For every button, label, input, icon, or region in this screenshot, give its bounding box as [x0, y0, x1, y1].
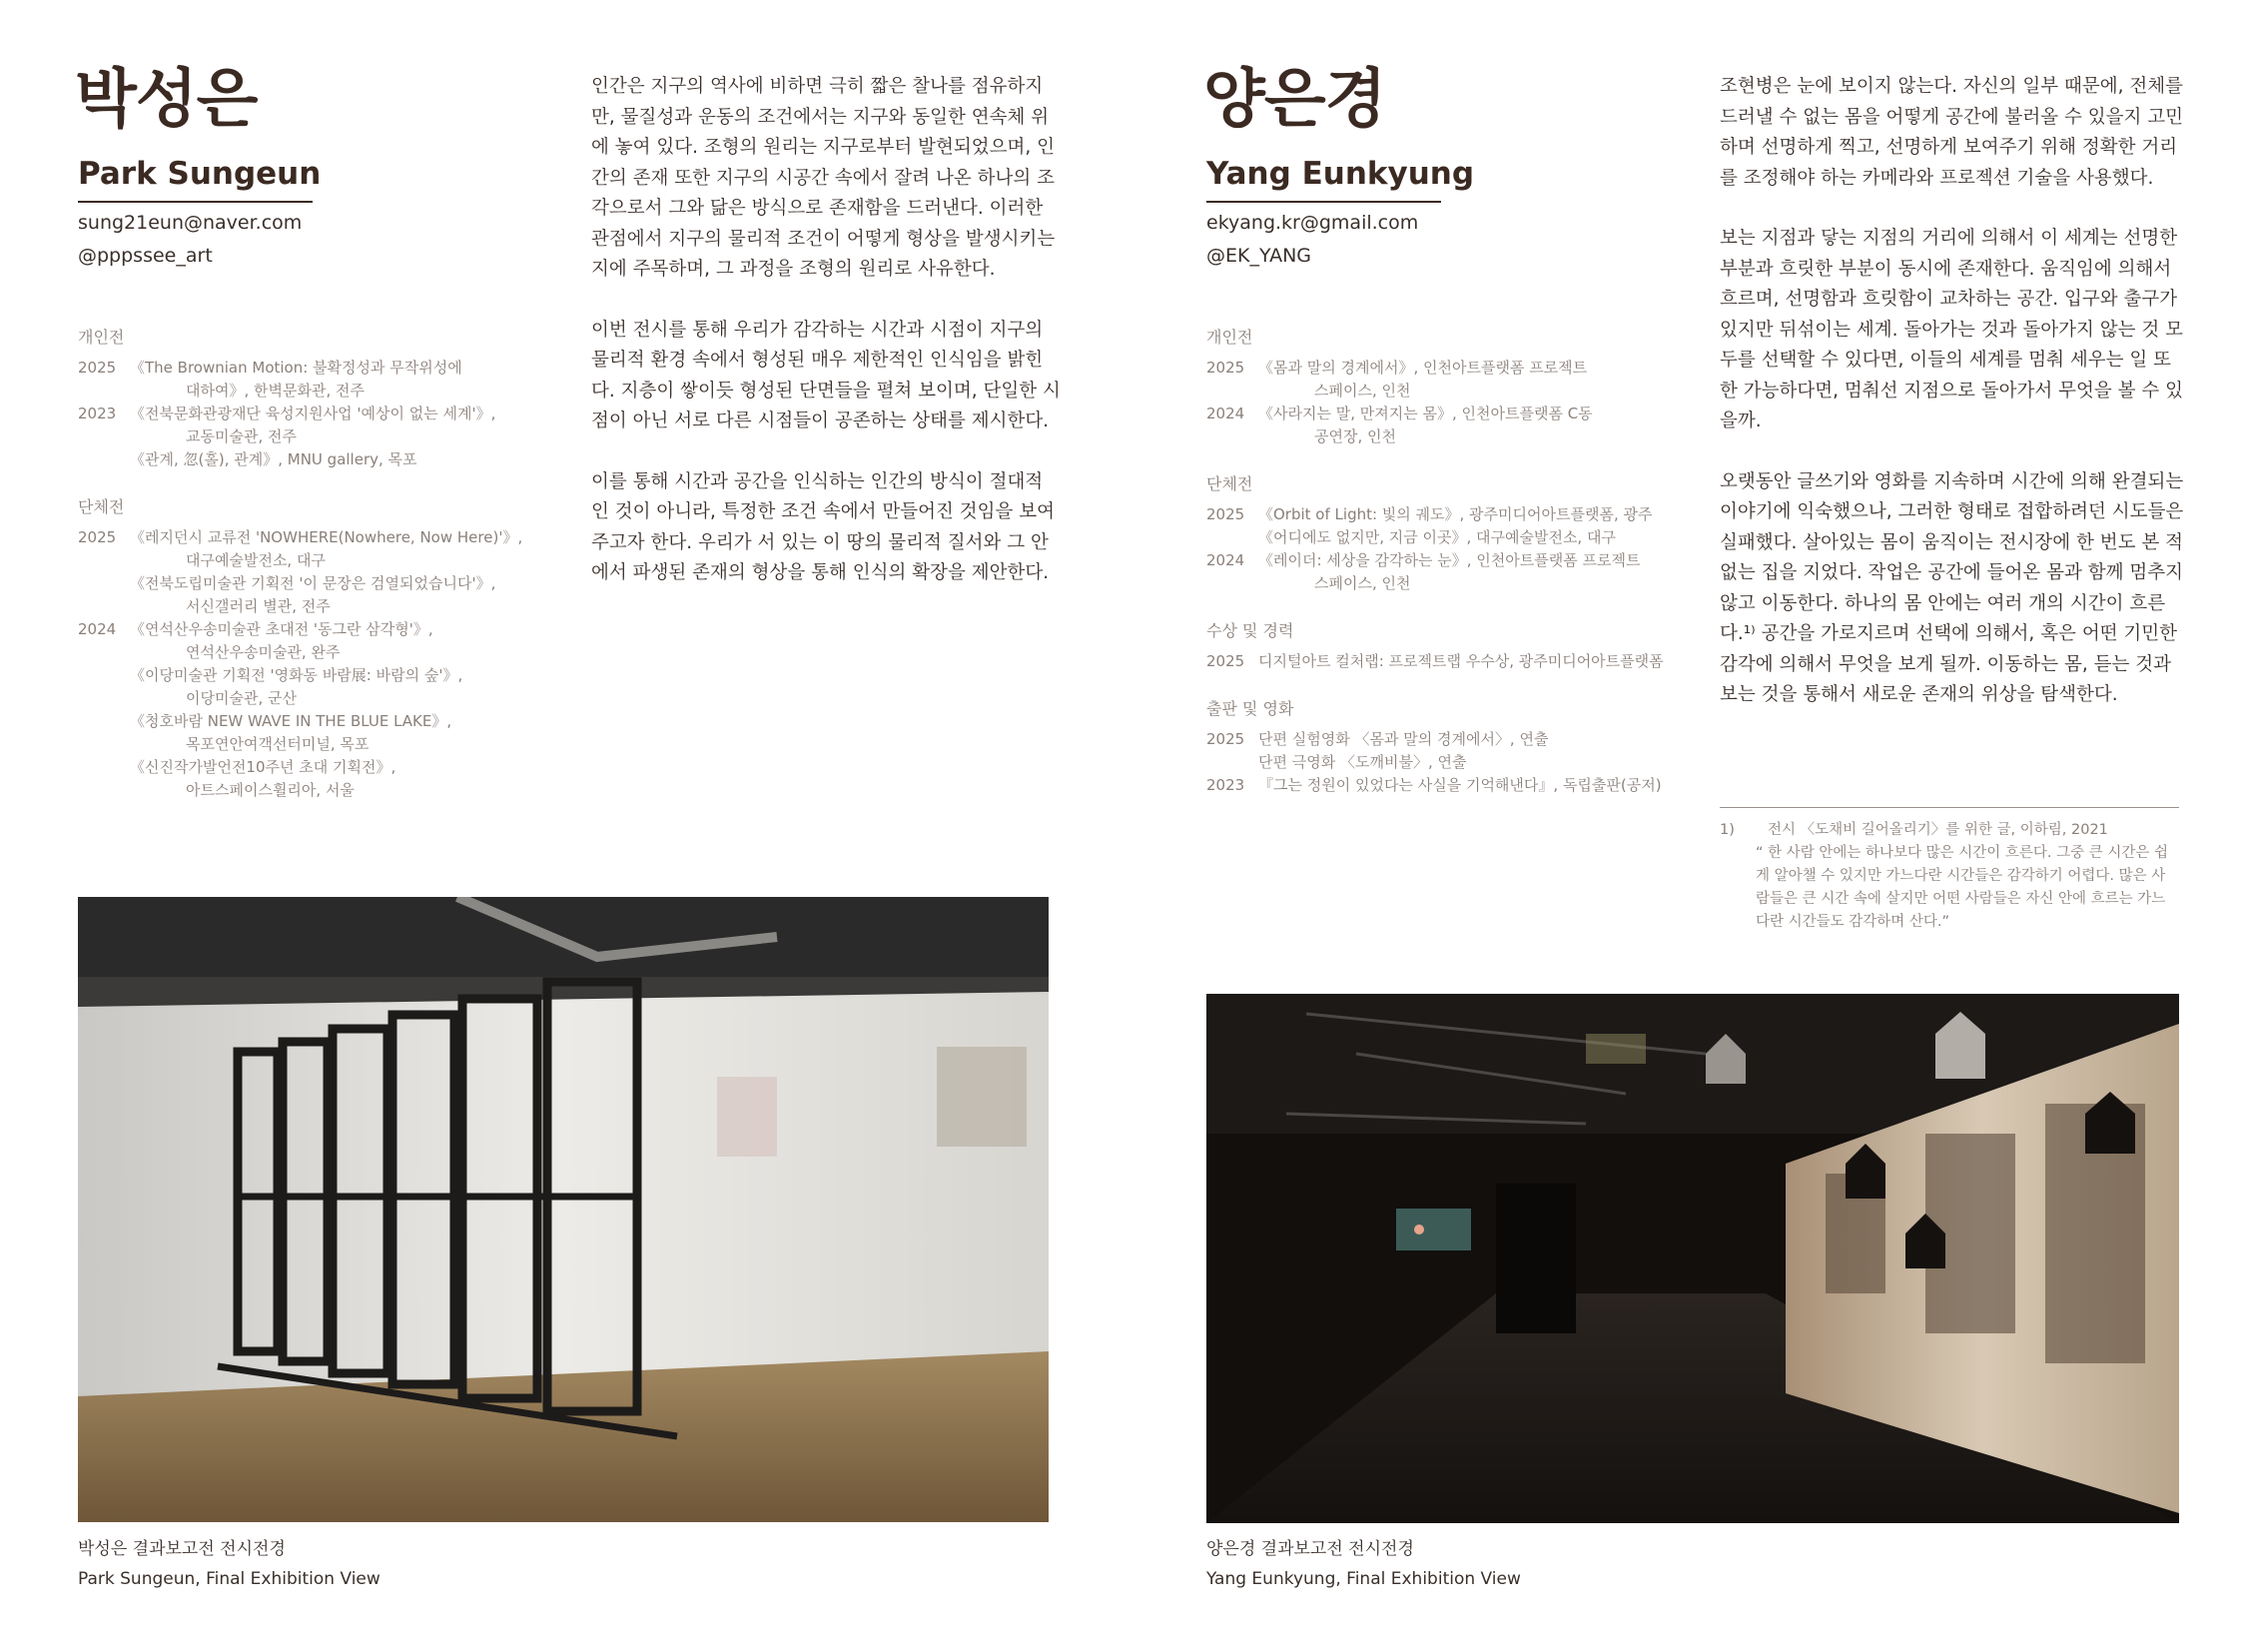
left-contact: [78, 207, 302, 273]
left-cv-entry: [78, 403, 557, 471]
right-cv-item: 《어디에도 없지만, 지금 이곳》, 대구예술발전소, 대구: [1258, 528, 1616, 546]
right-cv-section-title: 개인전: [1206, 328, 1253, 347]
right-artist-name-korean: 양은경: [1203, 63, 1386, 137]
right-cv-section-title: 출판 및 영화: [1206, 699, 1294, 718]
left-statement-paragraph: 이번 전시를 통해 우리가 감각하는 시간과 시점이 지구의 물리적 환경 속에서 형성된 매우 제한적인 인식임을 밝힌다. 지층이 쌓이듯 형성된 단면들을 펼쳐 보이며, 단일한 시점이 아닌 서로 다른 시점들이 공존하는 상태를 제시한다.: [591, 319, 1061, 431]
left-cv-entry: [78, 618, 557, 802]
footnote-mark: 1): [1720, 822, 1735, 838]
right-cv-section-title: 단체전: [1206, 474, 1253, 493]
right-statement: [1720, 72, 2185, 741]
left-cv-year: 2023: [78, 405, 117, 422]
gallery-frames-image: [78, 897, 1049, 1522]
left-cv-section-title: 단체전: [78, 497, 125, 516]
right-cv: [1206, 326, 1676, 797]
right-cv-year: 2025: [1206, 652, 1245, 670]
left-caption-english: Park Sungeun, Final Exhibition View: [78, 1569, 380, 1589]
left-cv-item: 《관계, 忽(홀), 관계》, MNU gallery, 목포: [130, 450, 417, 468]
left-cv-entry: [78, 526, 557, 618]
right-artist-name-english: Yang Eunkyung: [1206, 156, 1475, 192]
right-cv-section-title: 수상 및 경력: [1206, 621, 1294, 640]
dark-gallery-projection-image: [1206, 994, 2179, 1523]
left-artist-name-korean: 박성은: [75, 63, 258, 137]
right-cv-item: 단편 극영화 〈도깨비불〉, 연출: [1258, 753, 1467, 771]
left-statement-paragraph: 인간은 지구의 역사에 비하면 극히 짧은 찰나를 점유하지만, 물질성과 운동의 조건에서는 지구와 동일한 연속체 위에 놓여 있다. 조형의 원리는 지구로부터 발현되었으며, 인간의 존재 또한 지구의 시공간 속에서 잘려 나온 하나의 조각으로서 그와 닮은 방식으로 존재함을 드러낸다. 이러한 관점에서 지구의 물리적 조건이 어떻게 형상을 발생시키는지에 주목하며, 그 과정을 조형의 원리로 사유한다.: [591, 76, 1056, 280]
left-statement-paragraph: 이를 통해 시간과 공간을 인식하는 인간의 방식이 절대적인 것이 아니라, 특정한 조건 속에서 만들어진 것임을 보여주고자 한다. 우리가 서 있는 이 땅의 물리적 질서와 그 안에서 파생된 존재의 형상을 통해 인식의 확장을 제안한다.: [591, 470, 1055, 583]
right-cv-year: 2023: [1206, 776, 1245, 794]
left-cv-item: 《전북문화관광재단 육성지원사업 '예상이 없는 세계'》, 교동미술관, 전주: [130, 405, 496, 445]
left-caption-korean: 박성은 결과보고전 전시전경: [78, 1539, 286, 1559]
right-email[interactable]: ekyang.kr@gmail.com: [1206, 212, 1419, 234]
right-cv-item: 《사라지는 말, 만져지는 몸》, 인천아트플랫폼 C동 공연장, 인천: [1258, 405, 1593, 445]
right-cv-item: 《몸과 말의 경계에서》, 인천아트플랫폼 프로젝트 스페이스, 인천: [1258, 359, 1588, 400]
right-cv-item: 《Orbit of Light: 빛의 궤도》, 광주미디어아트플랫폼, 광주: [1258, 505, 1653, 523]
right-instagram[interactable]: @EK_YANG: [1206, 245, 1312, 267]
left-cv-entry: [78, 357, 557, 403]
left-cv-year: 2025: [78, 528, 117, 546]
left-cv-item: 《The Brownian Motion: 불확정성과 무작위성에 대하여》, 한벽문화관, 전주: [130, 359, 462, 400]
right-cv-entry: [1206, 357, 1676, 403]
right-statement-paragraph: 오랫동안 글쓰기와 영화를 지속하며 시간에 의해 완결되는 이야기에 익숙했으나, 그러한 형태로 접합하려던 시도들은 실패했다. 살아있는 몸이 움직이는 전시장에 한 번도 본 적 없는 집을 지었다. 작업은 공간에 들어온 몸과 함께 멈추지 않고 이동한다. 하나의 몸 안에는 여러 개의 시간이 흐른다.¹⁾ 공간을 가로지르며 선택에 의해서, 혹은 어떤 기민한 감각에 의해서 무엇을 보게 될까. 이동하는 몸, 듣는 것과 보는 것을 통해서 새로운 존재의 위상을 탐색한다.: [1720, 470, 2184, 705]
right-cv-entry: [1206, 503, 1676, 549]
left-cv-item: 《연석산우송미술관 초대전 '동그란 삼각형'》, 연석산우송미술관, 완주: [130, 620, 433, 661]
right-contact: [1206, 207, 1418, 273]
right-cv-year: 2025: [1206, 730, 1245, 748]
left-cv: [78, 326, 557, 802]
right-statement-paragraph: 보는 지점과 닿는 지점의 거리에 의해서 이 세계는 선명한 부분과 흐릿한 부분이 동시에 존재한다. 움직임에 의해서 흐르며, 선명함과 흐릿함이 교차하는 공간. 입구와 출구가 있지만 뒤섞이는 세계. 돌아가는 것과 돌아가지 않는 것 모두를 선택할 수 있다면, 이들의 세계를 멈춰 세우는 일 또한 가능하다면, 멈춰선 지점으로 돌아가서 무엇을 볼 수 있을까.: [1720, 228, 2183, 431]
right-cv-year: 2025: [1206, 505, 1245, 523]
left-cv-year: 2025: [78, 359, 117, 377]
right-cv-entry: [1206, 650, 1676, 673]
left-statement: [591, 72, 1061, 619]
left-artist-name-english: Park Sungeun: [78, 156, 322, 192]
right-caption-korean: 양은경 결과보고전 전시전경: [1206, 1539, 1414, 1559]
right-caption-english: Yang Eunkyung, Final Exhibition View: [1206, 1569, 1521, 1589]
footnote-quote: “ 한 사람 안에는 하나보다 많은 시간이 흐른다. 그중 큰 시간은 쉽게 알아챌 수 있지만 가느다란 시간들은 감각하기 어렵다. 많은 사람들은 큰 시간 속에 살지만 어떤 사람들은 자신 안에 흐르는 가느다란 시간들도 감각하며 산다.”: [1756, 845, 2168, 930]
right-cv-year: 2025: [1206, 359, 1245, 377]
right-cv-item: 단편 실험영화 〈몸과 말의 경계에서〉, 연출: [1258, 730, 1549, 748]
left-email[interactable]: sung21eun@naver.com: [78, 212, 303, 234]
left-instagram[interactable]: @pppssee_art: [78, 245, 213, 267]
right-cv-item: 디지털아트 컬처랩: 프로젝트랩 우수상, 광주미디어아트플랫폼: [1258, 652, 1664, 670]
right-exhibition-photo: [1206, 994, 2179, 1523]
right-name-divider: [1206, 201, 1441, 203]
left-cv-item: 《전북도립미술관 기획전 '이 문장은 검열되었습니다'》, 서신갤러리 별관, 전주: [130, 574, 496, 615]
right-cv-entry: [1206, 549, 1676, 595]
right-cv-entry: [1206, 728, 1676, 774]
left-cv-item: 《레지던시 교류전 'NOWHERE(Nowhere, Now Here)'》, 대구예술발전소, 대구: [130, 528, 523, 569]
right-cv-item: 《레이더: 세상을 감각하는 눈》, 인천아트플랫폼 프로젝트 스페이스, 인천: [1258, 551, 1641, 592]
footnote-source: 전시 〈도채비 길어올리기〉를 위한 글, 이하림, 2021: [1768, 822, 2108, 838]
footnote: [1720, 819, 2179, 934]
left-exhibition-photo: [78, 897, 1049, 1522]
left-cv-item: 《청호바람 NEW WAVE IN THE BLUE LAKE》, 목포연안여객선터미널, 목포: [130, 712, 452, 753]
footnote-divider: [1720, 807, 2179, 808]
right-cv-year: 2024: [1206, 551, 1245, 569]
right-cv-year: 2024: [1206, 405, 1245, 422]
left-cv-year: 2024: [78, 620, 117, 638]
right-cv-entry: [1206, 774, 1676, 797]
right-statement-paragraph: 조현병은 눈에 보이지 않는다. 자신의 일부 때문에, 전체를 드러낼 수 없는 몸을 어떻게 공간에 불러올 수 있을지 고민하며 선명하게 찍고, 선명하게 보여주기 위해 정확한 거리를 조정해야 하는 카메라와 프로젝션 기술을 사용했다.: [1720, 76, 2183, 189]
left-cv-section-title: 개인전: [78, 328, 125, 347]
left-cv-item: 《신진작가발언전10주년 초대 기획전》, 아트스페이스휠리아, 서울: [130, 758, 396, 799]
right-cv-entry: [1206, 403, 1676, 448]
right-cv-item: 『그는 정원이 있었다는 사실을 기억해낸다』, 독립출판(공저): [1258, 776, 1662, 794]
left-cv-item: 《이당미술관 기획전 '영화동 바람展: 바람의 숲'》, 이당미술관, 군산: [130, 666, 463, 707]
left-name-divider: [78, 201, 313, 203]
